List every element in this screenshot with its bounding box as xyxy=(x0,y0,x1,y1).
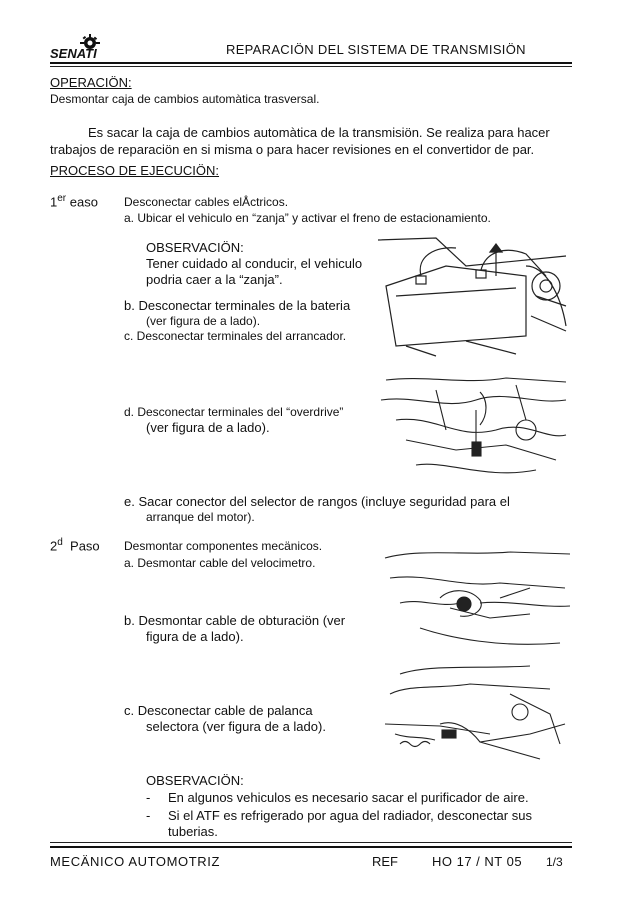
step1-number: 1er easo xyxy=(50,193,98,210)
step1-item-e: e. Sacar conector del selector de rangos (incluye seguridad para el xyxy=(124,494,510,509)
process-label: PROCESO DE EJECUCIÖN: xyxy=(50,163,220,178)
operation-description: Desmontar caja de cambios automàtica trasversal. xyxy=(50,92,320,106)
step2-item-c: c. Desconectar cable de palanca xyxy=(124,703,313,718)
step2-observation-item-1: - En algunos vehiculos es necesario sacar el purificador de aire. xyxy=(146,790,529,805)
footer-code: HO 17 / NT 05 xyxy=(432,854,523,869)
bullet-dash: - xyxy=(146,808,151,823)
bullet-dash: - xyxy=(146,790,151,805)
step2-item-b-line-2: figura de a lado). xyxy=(146,629,244,644)
footer-course: MECÄNICO AUTOMOTRIZ xyxy=(50,854,221,869)
step2-observation-item-2: - Si el ATF es refrigerado por agua del radiador, desconectar sus xyxy=(146,808,532,823)
step2-item-b: b. Desmontar cable de obturaciön (ver xyxy=(124,613,346,628)
footer-ref: REF xyxy=(372,854,398,869)
step1-item-e-line-2: arranque del motor). xyxy=(146,510,255,524)
overdrive-figure xyxy=(376,370,572,490)
step2-number: 2$^d$ Paso xyxy=(50,537,100,554)
step1-observation-label: OBSERVACIÖN: xyxy=(146,240,244,255)
step1-item-b-line-2: (ver figura de a lado). xyxy=(146,314,261,328)
battery-figure xyxy=(376,236,572,358)
step2-observation-label: OBSERVACIÖN: xyxy=(146,773,244,788)
step1-item-a: a. Ubicar el vehiculo en “zanja” y activar el freno de estacionamiento. xyxy=(124,211,491,225)
throttle-cable-figure xyxy=(380,548,572,660)
step1-title: Desconectar cables elÅctricos. xyxy=(124,195,289,209)
step1-item-d: d. Desconectar terminales del “overdrive” xyxy=(124,405,344,419)
intro-line-2: trabajos de reparaciön en si misma o para hacer revisiones en el convertidor de par. xyxy=(50,142,535,157)
logo-text: SENATI xyxy=(50,46,97,60)
intro-paragraph xyxy=(50,124,572,158)
footer-rule xyxy=(50,846,572,848)
step2-item-a: a. Desmontar cable del velocimetro. xyxy=(124,556,316,570)
intro-line-1: Es sacar la caja de cambios automàtica de la transmisiön. Se realiza para hacer xyxy=(88,125,550,140)
step1-observation-line-2: podria caer a la “zanja”. xyxy=(146,272,283,287)
step1-item-d-line-2: (ver figura de a lado). xyxy=(146,420,270,435)
step2-title: Desmontar componentes mecänicos. xyxy=(124,539,323,553)
selector-cable-figure xyxy=(380,664,572,768)
header-rule-thin xyxy=(50,66,572,67)
step1-item-b: b. Desconectar terminales de la bateria xyxy=(124,298,351,313)
step2-item-c-line-2: selectora (ver figura de a lado). xyxy=(146,719,326,734)
senati-logo xyxy=(50,34,116,60)
step1-item-c: c. Desconectar terminales del arrancador. xyxy=(124,329,347,343)
operation-label: OPERACIÖN: xyxy=(50,75,132,90)
header-rule xyxy=(50,62,572,64)
document-title: REPARACIÖN DEL SISTEMA DE TRANSMISIÖN xyxy=(226,42,526,57)
step1-observation-line-1: Tener cuidado al conducir, el vehiculo xyxy=(146,256,363,271)
page-number: 1/3 xyxy=(546,855,563,869)
footer-rule-thin xyxy=(50,842,572,843)
step2-observation-item-2-line-2: tuberias. xyxy=(168,824,218,839)
